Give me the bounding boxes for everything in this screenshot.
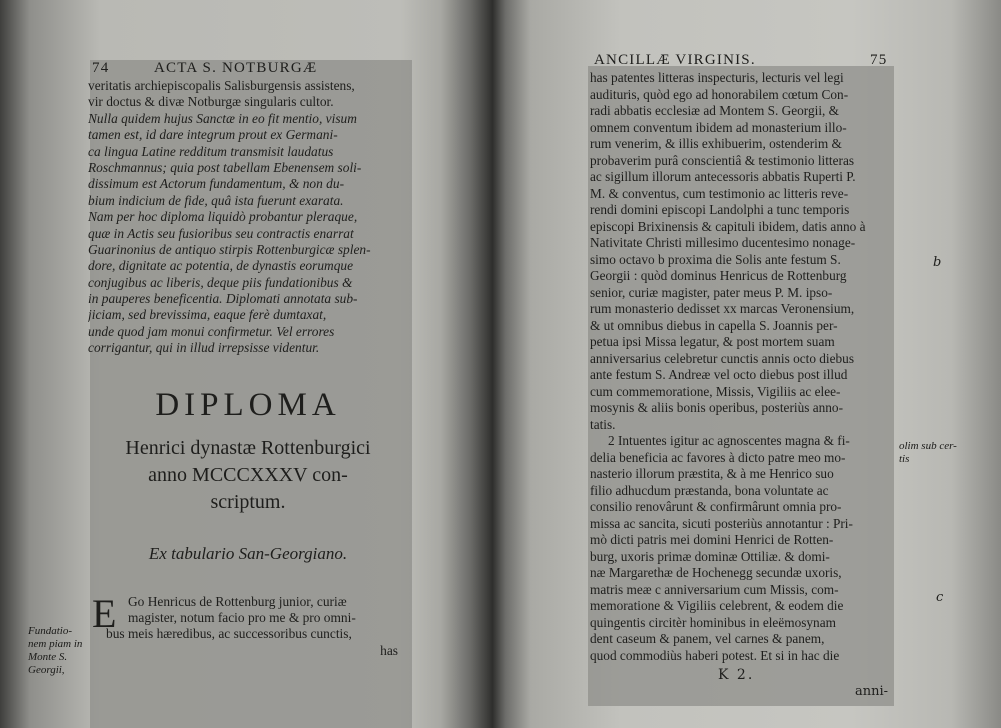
text-line: burg, uxoris primæ dominæ Ottiliæ. & domi- [590,548,830,564]
right-page [590,50,895,664]
text-line: ac sigillum illorum antecessoris abbatis Ruperti P. [590,169,856,184]
note-marker-c: c [936,590,944,605]
margin-note-line: Georgii, [28,664,65,676]
margin-note-line: Monte S. [28,651,68,663]
text-line: missa ac sancita, sicuti posteriùs annotantur : Pri- [590,515,853,531]
signature-mark: K 2. [718,667,755,683]
text-line: Nativitate Christi millesimo ducentesimo nonage- [590,235,856,250]
text-line: Georgii : quòd dominus Henricus de Rottenburg [590,268,847,283]
text-line: rum venerim, & illis exhibuerim, ostenderim & [590,136,842,151]
text-line: consilio renovârunt & confirmârunt omnia pro- [590,499,842,514]
text-line: M. & conventus, cum testimonio ac litteris reve- [590,185,849,201]
text-line: veritatis archiepiscopalis Salisburgensis assistens, [88,78,355,93]
text-line: memoratione & Vigiliis celebrent, & eodem die [590,598,844,613]
text-line: anniversarius celebretur cunctis annis octo diebus [590,350,855,366]
text-line: quæ in Actis seu fusioribus seu contractis enarrat [88,225,354,241]
text-line: rum monasterio dedisset xx marcas Veronensium, [590,301,855,316]
diploma-subheading [88,435,408,516]
note-marker-b: b [933,255,942,270]
text-line: petua ipsi Missa legatur, & post mortem suam [590,334,835,349]
text-line: unde quod jam monui confirmetur. Vel errores [88,323,335,339]
left-intro-text [88,78,408,357]
text-line: probaverim purâ conscientiâ & testimonio litteras [590,152,855,168]
text-line: radi abbatis ecclesiæ ad Montem S. Georgii, & [590,103,840,118]
text-line: Nam per hoc diploma liquidò probantur pleraque, [88,209,358,225]
left-page [88,58,408,659]
text-line: bium indicium de fide, quâ ista fuerunt exarata. [88,192,344,208]
text-line: rendi domini episcopi Landolphi a tunc temporis [590,202,850,217]
text-line: jiciam, sed brevissima, eaque ferè dumtaxat, [88,307,327,323]
text-line: dent caseum & panem, vel carnes & panem, [590,631,825,646]
text-line: has patentes litteras inspecturis, lecturis vel legi [590,70,844,85]
right-running-head [590,50,895,70]
text-line: Roschmannus; quia post tabellam Ebenensem soli- [88,159,362,175]
text-line: dore, dignitate ac potentia, de dynastis eorumque [88,258,354,274]
text-line: mosynis & aliis bonis operibus, posteriùs anno- [590,400,843,415]
drop-cap: E [92,590,117,636]
text-line: Go Henricus de Rottenburg junior, curiæ [128,593,347,609]
right-body-text [590,70,895,664]
diploma-heading: DIPLOMA [155,386,341,423]
text-line: tatis. [590,416,616,432]
text-line: filio adhucdum præstanda, bona voluntate ac [590,482,829,498]
text-line: cum commemoratione, Missis, Vigiliis ac elee- [590,383,841,399]
text-line: Guarinonius de antiquo stirpis Rottenburgicæ splen- [88,241,371,257]
left-running-head [88,58,408,78]
text-line: nasterio illorum præstita, & à me Henrico suo [590,466,834,481]
text-line: in pauperes beneficentia. Diplomati annotata sub- [88,291,358,307]
text-line: senior, curiæ magister, pater meus P. M. ipso- [590,284,833,300]
margin-note-line: nem piam in [28,638,83,650]
text-line: dissimum est Actorum fundamentum, & non du- [88,176,345,192]
subheading-line: Henrici dynastæ Rottenburgici [125,436,371,459]
margin-note-line: Fundatio- [28,625,72,637]
text-line: vir doctus & divæ Notburgæ singularis cultor. [88,94,334,110]
right-catchword: anni- [855,684,889,699]
right-margin-note [899,440,957,466]
left-margin-note [28,625,82,677]
subheading-line: anno MCCCXXXV con- [148,463,348,486]
text-line: 2 Intuentes igitur ac agnoscentes magna & fi- [608,433,850,448]
text-line: conjugibus ac liberis, deque piis fundationibus & [88,274,353,290]
text-line: ante festum S. Andreæ vel octo diebus post illud [590,367,848,382]
text-line: quod commodiùs haberi potest. Et si in hac die [590,647,840,663]
text-line: delia beneficia ac favores à dicto patre meo mo- [590,449,846,465]
text-line: Nulla quidem hujus Sanctæ in eo fit mentio, visum [88,110,357,126]
margin-note-line: olim sub cer- [899,440,957,452]
text-line: corrigantur, qui in illud irrepsisse videntur. [88,340,320,356]
text-line: quingentis circitèr hominibus in eleëmosynam [590,614,836,630]
text-line: & ut omnibus diebus in capella S. Joannis per- [590,317,838,333]
text-line: episcopi Brixinensis & capituli ibidem, datis anno à [590,218,866,234]
text-line: simo octavo b proxima die Solis ante festum S. [590,251,841,267]
text-line: næ Margarethæ de Hochenegg secundæ uxoris, [590,565,842,580]
left-page-number: 74 [92,60,110,76]
diploma-opening-text [88,590,408,660]
left-running-title: ACTA S. NOTBURGÆ [154,60,318,76]
subheading-line: scriptum. [210,490,286,513]
right-page-number: 75 [870,52,888,68]
text-line: mò dicti patris mei domini Henrici de Rotten- [590,532,834,547]
margin-note-line: tis [899,453,910,465]
text-line: omnem conventum ibidem ad monasterium illo- [590,119,847,135]
text-line: audituris, quòd ego ad honorabilem cœtum Con- [590,86,849,102]
text-line: bus meis hæredibus, ac successoribus cunctis, [106,626,352,642]
right-running-title: ANCILLÆ VIRGINIS. [594,52,756,68]
text-line: magister, notum facio pro me & pro omni- [128,610,356,626]
text-line: ca lingua Latine redditum transmisit laudatus [88,143,334,159]
text-line: matris meæ c anniversarium cum Missis, com- [590,581,839,597]
source-line: Ex tabulario San-Georgiano. [148,543,348,563]
text-line: tamen est, id dare integrum prout ex Germani- [88,127,338,143]
catchword: has [380,642,398,658]
